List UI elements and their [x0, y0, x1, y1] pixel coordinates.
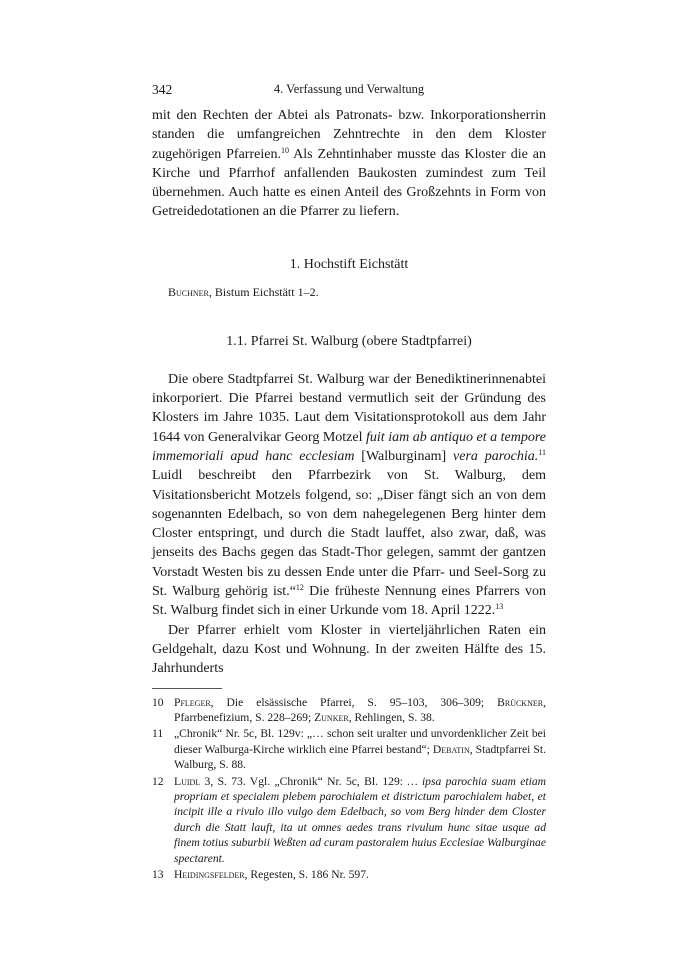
body-paragraph-2: Der Pfarrer erhielt vom Kloster in vierteljährlichen Raten ein Geldgehalt, dazu Kost und Wohnung. In der zweiten Hälfte des 15. Jahrhunderts: [152, 622, 546, 677]
footnote-11: 11 „Chronik“ Nr. 5c, Bl. 129v: „… schon seit uralter und unvordenklicher Zeit bei dieser Walburga-Kirche wirklich eine Pfarrei bestand“; Debatin, Stadtpfarrei St. Walburg, S. 88.: [152, 727, 546, 772]
body-paragraph-1: Die obere Stadtpfarrei St. Walburg war der Benediktinerinnenabtei inkorporiert. Die Pfarrei bestand vermutlich seit der Gründung des Klosters im Jahre 1035. Laut dem Visitationsprotokoll aus dem Jahr 1644 von Generalvikar Georg Motzel fuit iam ab antiquo et a tempore immemoriali apud hanc ecclesiam [Walburginam] vera parochia.$^{11}$ Luidl beschreibt den Pfarrbezirk von St. Walburg, dem Visitationsbericht Motzels folgend, so: „Diser fängt sich an von dem sogenannten Edelbach, so von dem nahegelegenen Berg hinter dem Closter entspringt, und durch die Stadt lauffet, also zwar, daß, was jenseits des Bachs gegen das Stadt-Thor gelegen, sammt der gantzen Vorstadt Westen bis zu dessen Ende unter die Pfarr- und Seel-Sorg zu St. Walburg gehörig ist.“$^{12}$ Die früheste Nennung eines Pfarrers von St. Walburg findet sich in einer Urkunde vom 18. April 1222.13: [152, 371, 546, 619]
literature-reference: Buchner, Bistum Eichstätt 1–2.: [168, 284, 319, 299]
book-page: [152, 82, 546, 883]
footnote-13: 13 Heidingsfelder, Regesten, S. 186 Nr. 597.: [152, 868, 369, 881]
running-head: 4. Verfassung und Verwaltung: [273, 82, 425, 96]
footnote-12: 12 Luidl 3, S. 73. Vgl. „Chronik“ Nr. 5c, Bl. 129: … ipsa parochia suam etiam propriam et specialem plebem parochialem et districtum parochialem habet, et incipit ille a rivulo illo vulgo dem Edelbach, so vom Berg hinder dem Closter durch die Statt lauft, ita ut omnes aedes trans rivulum hunc sitae usque ad finem totius suburbii Weßten ad curam pastoralem huius Ecclesiae Walburginae spectarent.: [152, 774, 546, 865]
intro-paragraph: mit den Rechten der Abtei als Patronats- bzw. Inkorporationsherrin standen die umfangreichen Zehntrechte in den dem Kloster zugehörigen Pfarreien.$^{10}$ Als Zehntinhaber musste das Kloster die an Kirche und Pfarrhof anfallenden Baukosten zumindest zum Teil übernehmen. Auch hatte es einen Anteil des Großzehnts in Form von Getreidedotationen an die Pfarrer zu liefern.: [152, 108, 546, 220]
footnote-10: 10 Pfleger, Die elsässische Pfarrei, S. 95–103, 306–309; Brückner, Pfarrbenefizium, S. 228–269; Zunker, Rehlingen, S. 38.: [152, 695, 546, 724]
footnote-ref-13[interactable]: 13: [495, 602, 504, 612]
page-header: [152, 82, 546, 104]
footnote-divider: [152, 688, 222, 689]
footnote-ref-10[interactable]: 10: [280, 145, 289, 155]
footnote-ref-11[interactable]: 11: [538, 447, 546, 457]
section-heading-1: 1. Hochstift Eichstätt: [289, 256, 409, 272]
section-heading-1-1: 1.1. Pfarrei St. Walburg (obere Stadtpfarrei): [226, 333, 472, 349]
footnote-ref-12[interactable]: 12: [295, 583, 304, 593]
page-number: 342: [152, 82, 173, 97]
